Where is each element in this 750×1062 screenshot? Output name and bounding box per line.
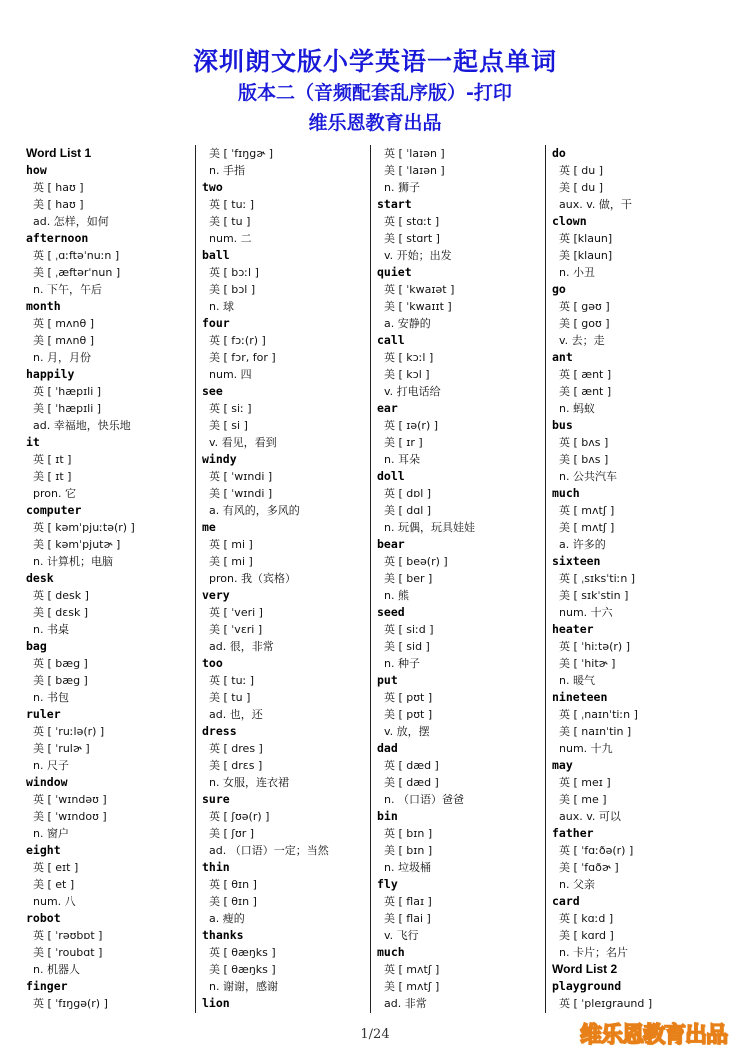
pronunciation: 美 [ dɛsk ]: [33, 606, 89, 619]
headword: bag: [26, 639, 47, 653]
pronunciation: 英 [ θæŋks ]: [209, 946, 276, 959]
headword: lion: [202, 996, 230, 1010]
definition: n. 父亲: [559, 878, 595, 891]
headword: thanks: [202, 928, 244, 942]
pronunciation: 美 [ ˈfɪŋgɚ ]: [209, 147, 274, 160]
definition: n. 耳朵: [384, 453, 420, 466]
headword: clown: [552, 214, 587, 228]
headword: bear: [377, 537, 405, 551]
definition: n. 女服，连衣裙: [209, 776, 289, 789]
pronunciation: 英 [ bæg ]: [33, 657, 88, 670]
definition: v. 开始；出发: [384, 249, 452, 262]
definition: n. 玩偶，玩具娃娃: [384, 521, 475, 534]
pronunciation: 英 [ pʊt ]: [384, 691, 433, 704]
pronunciation: 美 [ pʊt ]: [384, 708, 433, 721]
definition: num. 十六: [559, 606, 613, 619]
definition: n. 谢谢，感谢: [209, 980, 278, 993]
headword: father: [552, 826, 594, 840]
headword: bin: [377, 809, 398, 823]
definition: n. 计算机；电脑: [33, 555, 113, 568]
definition: v. 飞行: [384, 929, 419, 942]
definition: num. 十九: [559, 742, 613, 755]
pronunciation: 美 [klaun]: [559, 249, 613, 262]
headword: playground: [552, 979, 622, 993]
pronunciation: 美 [ dɑl ]: [384, 504, 432, 517]
pronunciation: 美 [ ˈroubɑt ]: [33, 946, 103, 959]
pronunciation: 英 [ mʌtʃ ]: [559, 504, 615, 517]
pronunciation: 英 [ ˈhæpɪli ]: [33, 385, 102, 398]
headword: card: [552, 894, 580, 908]
pronunciation: 英 [ bʌs ]: [559, 436, 609, 449]
headword: very: [202, 588, 230, 602]
pronunciation: 英 [ siː ]: [209, 402, 252, 415]
definition: n. 书包: [33, 691, 69, 704]
pronunciation: 英 [ kɔːl ]: [384, 351, 434, 364]
pronunciation: 美 [ haʊ ]: [33, 198, 84, 211]
pronunciation: 英 [ fɔː(r) ]: [209, 334, 266, 347]
pronunciation: 英 [ ˈruːlə(r) ]: [33, 725, 105, 738]
pronunciation: 英 [ ˈkwaɪət ]: [384, 283, 455, 296]
pronunciation: 美 [ ˈhæpɪli ]: [33, 402, 102, 415]
definition: num. 八: [33, 895, 76, 908]
definition: n. （口语）爸爸: [384, 793, 464, 806]
headword: start: [377, 197, 412, 211]
pronunciation: 美 [ ˈhitɚ ]: [559, 657, 616, 670]
pronunciation: 美 [ flai ]: [384, 912, 431, 925]
definition: aux. v. 做，干: [559, 198, 632, 211]
headword: dad: [377, 741, 398, 755]
pronunciation: 美 [ θɪn ]: [209, 895, 257, 908]
pronunciation: 英 [ bɔːl ]: [209, 266, 259, 279]
definition: n. 狮子: [384, 181, 420, 194]
pronunciation: 英 [klaun]: [559, 232, 613, 245]
word-column-4: [545, 145, 730, 1013]
definition: ad. 非常: [384, 997, 427, 1010]
pronunciation: 英 [ ˈfɑːðə(r) ]: [559, 844, 634, 857]
pronunciation: 美 [ bʌs ]: [559, 453, 609, 466]
word-column-1: [20, 145, 192, 1013]
headword: ball: [202, 248, 230, 262]
pronunciation: 英 [ ˈwɪndəʊ ]: [33, 793, 107, 806]
pronunciation: 美 [ fɔr, for ]: [209, 351, 276, 364]
pronunciation: 美 [ ˈrulɚ ]: [33, 742, 90, 755]
definition: n. 公共汽车: [559, 470, 617, 483]
pronunciation: 英 [ haʊ ]: [33, 181, 84, 194]
pronunciation: 英 [ flaɪ ]: [384, 895, 432, 908]
pronunciation: 英 [ meɪ ]: [559, 776, 611, 789]
headword: quiet: [377, 265, 412, 279]
definition: n. 垃圾桶: [384, 861, 431, 874]
headword: much: [552, 486, 580, 500]
headword: see: [202, 384, 223, 398]
pronunciation: 英 [ kɑːd ]: [559, 912, 614, 925]
headword: may: [552, 758, 573, 772]
pronunciation: 英 [ ˈfɪŋgə(r) ]: [33, 997, 108, 1010]
pronunciation: 英 [ mʌnθ ]: [33, 317, 94, 330]
pronunciation: 英 [ bɪn ]: [384, 827, 433, 840]
headword: afternoon: [26, 231, 89, 245]
pronunciation: 英 [ dɒl ]: [384, 487, 432, 500]
pronunciation: 美 [ ˌæftərˈnun ]: [33, 266, 121, 279]
pronunciation: 英 [ ˌsɪksˈtiːn ]: [559, 572, 636, 585]
pronunciation: 美 [ si ]: [209, 419, 248, 432]
headword: finger: [26, 979, 68, 993]
definition: v. 放，摆: [384, 725, 430, 738]
headword: fly: [377, 877, 398, 891]
definition: n. 窗户: [33, 827, 69, 840]
pronunciation: 美 [ mʌnθ ]: [33, 334, 94, 347]
pronunciation: 英 [ desk ]: [33, 589, 89, 602]
pronunciation: 美 [ stɑrt ]: [384, 232, 440, 245]
page-subtitle: 版本二（音频配套乱序版）-打印: [238, 82, 512, 104]
definition: a. 有风的，多风的: [209, 504, 300, 517]
definition: n. 尺子: [33, 759, 69, 772]
pronunciation: 英 [ ɪt ]: [33, 453, 72, 466]
definition: n. 种子: [384, 657, 420, 670]
pronunciation: 英 [ mi ]: [209, 538, 253, 551]
definition: a. 安静的: [384, 317, 431, 330]
pronunciation: 美 [ bɔl ]: [209, 283, 256, 296]
word-list-heading: Word List 2: [552, 962, 618, 976]
pronunciation: 美 [ me ]: [559, 793, 607, 806]
headword: window: [26, 775, 68, 789]
definition: aux. v. 可以: [559, 810, 621, 823]
pronunciation: 英 [ beə(r) ]: [384, 555, 448, 568]
pronunciation: 美 [ ber ]: [384, 572, 433, 585]
pronunciation: 美 [ ˈfɑðɚ ]: [559, 861, 619, 874]
pronunciation: 美 [ dæd ]: [384, 776, 439, 789]
definition: num. 二: [209, 232, 252, 245]
definition: num. 四: [209, 368, 252, 381]
headword: four: [202, 316, 230, 330]
headword: dress: [202, 724, 237, 738]
definition: v. 打电话给: [384, 385, 441, 398]
pronunciation: 美 [ mʌtʃ ]: [384, 980, 440, 993]
pronunciation: 英 [ ˌnaɪnˈtiːn ]: [559, 708, 638, 721]
pronunciation: 英 [ ænt ]: [559, 368, 612, 381]
pronunciation: 美 [ ʃʊr ]: [209, 827, 255, 840]
headword: it: [26, 435, 40, 449]
headword: two: [202, 180, 223, 194]
pronunciation: 英 [ tuː ]: [209, 198, 255, 211]
definition: n. 手指: [209, 164, 245, 177]
pronunciation: 美 [ ænt ]: [559, 385, 612, 398]
headword: sure: [202, 792, 230, 806]
definition: n. 暖气: [559, 674, 595, 687]
headword: windy: [202, 452, 237, 466]
definition: pron. 我（宾格）: [209, 572, 296, 585]
pronunciation: 英 [ ˈpleɪgraund ]: [559, 997, 653, 1010]
pronunciation: 英 [ dres ]: [209, 742, 263, 755]
pronunciation: 美 [ kɔl ]: [384, 368, 430, 381]
pronunciation: 英 [ stɑːt ]: [384, 215, 440, 228]
definition: ad. （口语）一定；当然: [209, 844, 329, 857]
pronunciation: 美 [ θæŋks ]: [209, 963, 276, 976]
pronunciation: 美 [ du ]: [559, 181, 604, 194]
pronunciation: 英 [ tuː ]: [209, 674, 255, 687]
pronunciation: 英 [ ˈlaɪən ]: [384, 147, 445, 160]
pronunciation: 美 [ drɛs ]: [209, 759, 263, 772]
pronunciation: 英 [ gəʊ ]: [559, 300, 610, 313]
headword: put: [377, 673, 398, 687]
pronunciation: 美 [ kɑrd ]: [559, 929, 614, 942]
pronunciation: 美 [ goʊ ]: [559, 317, 610, 330]
definition: n. 小丑: [559, 266, 595, 279]
definition: n. 书桌: [33, 623, 69, 636]
pronunciation: 英 [ ˈrəʊbɒt ]: [33, 929, 103, 942]
pronunciation: 美 [ ɪt ]: [33, 470, 72, 483]
headword: heater: [552, 622, 594, 636]
pronunciation: 美 [ sid ]: [384, 640, 430, 653]
headword: seed: [377, 605, 405, 619]
pronunciation: 美 [ bɪn ]: [384, 844, 433, 857]
pronunciation: 美 [ tu ]: [209, 215, 251, 228]
definition: ad. 幸福地，快乐地: [33, 419, 131, 432]
headword: computer: [26, 503, 82, 517]
headword: bus: [552, 418, 573, 432]
definition: a. 许多的: [559, 538, 606, 551]
pronunciation: 美 [ naɪnˈtin ]: [559, 725, 632, 738]
pronunciation: 英 [ ˌɑːftəˈnuːn ]: [33, 249, 120, 262]
definition: n. 球: [209, 300, 234, 313]
headword: ant: [552, 350, 573, 364]
watermark: 维乐恩教育出品: [580, 1023, 728, 1048]
pronunciation: 英 [ ɪə(r) ]: [384, 419, 439, 432]
definition: v. 看见，看到: [209, 436, 277, 449]
pronunciation: 美 [ ˈwɪndi ]: [209, 487, 273, 500]
headword: sixteen: [552, 554, 601, 568]
headword: call: [377, 333, 405, 347]
pronunciation: 英 [ mʌtʃ ]: [384, 963, 440, 976]
definition: pron. 它: [33, 487, 76, 500]
pronunciation: 美 [ mi ]: [209, 555, 253, 568]
definition: v. 去；走: [559, 334, 605, 347]
pronunciation: 英 [ ˈveri ]: [209, 606, 263, 619]
headword: do: [552, 146, 566, 160]
page-number: 1/24: [360, 1027, 390, 1042]
pronunciation: 英 [ kəmˈpjuːtə(r) ]: [33, 521, 135, 534]
headword: too: [202, 656, 223, 670]
definition: n. 下午，午后: [33, 283, 102, 296]
headword: nineteen: [552, 690, 608, 704]
word-column-3: [370, 145, 545, 1013]
definition: n. 卡片；名片: [559, 946, 628, 959]
pronunciation: 美 [ bæg ]: [33, 674, 88, 687]
pronunciation: 美 [ ˈwɪndoʊ ]: [33, 810, 107, 823]
definition: a. 瘦的: [209, 912, 245, 925]
definition: ad. 怎样，如何: [33, 215, 109, 228]
definition: ad. 很，非常: [209, 640, 274, 653]
word-list-heading: Word List 1: [26, 146, 92, 160]
pronunciation: 英 [ siːd ]: [384, 623, 434, 636]
headword: how: [26, 163, 47, 177]
pronunciation: 美 [ ɪr ]: [384, 436, 423, 449]
pronunciation: 英 [ dæd ]: [384, 759, 439, 772]
headword: robot: [26, 911, 61, 925]
word-column-2: [195, 145, 370, 1013]
pronunciation: 英 [ eɪt ]: [33, 861, 79, 874]
headword: thin: [202, 860, 230, 874]
definition: n. 蚂蚁: [559, 402, 595, 415]
pronunciation: 英 [ ʃʊə(r) ]: [209, 810, 270, 823]
pronunciation: 美 [ sɪkˈstin ]: [559, 589, 629, 602]
headword: ruler: [26, 707, 61, 721]
pronunciation: 美 [ ˈvɛri ]: [209, 623, 263, 636]
pronunciation: 美 [ et ]: [33, 878, 75, 891]
headword: me: [202, 520, 216, 534]
headword: much: [377, 945, 405, 959]
headword: month: [26, 299, 61, 313]
pronunciation: 美 [ ˈkwaɪɪt ]: [384, 300, 452, 313]
pronunciation: 美 [ ˈlaɪən ]: [384, 164, 445, 177]
headword: happily: [26, 367, 75, 381]
pronunciation: 英 [ ˈhiːtə(r) ]: [559, 640, 631, 653]
headword: eight: [26, 843, 61, 857]
definition: n. 月，月份: [33, 351, 91, 364]
definition: ad. 也，还: [209, 708, 263, 721]
pronunciation: 美 [ tu ]: [209, 691, 251, 704]
pronunciation: 美 [ mʌtʃ ]: [559, 521, 615, 534]
page-title: 深圳朗文版小学英语一起点单词: [192, 47, 557, 76]
headword: doll: [377, 469, 405, 483]
headword: desk: [26, 571, 54, 585]
definition: n. 机器人: [33, 963, 80, 976]
definition: n. 熊: [384, 589, 409, 602]
pronunciation: 英 [ θɪn ]: [209, 878, 257, 891]
publisher-line: 维乐恩教育出品: [308, 112, 442, 134]
pronunciation: 英 [ du ]: [559, 164, 604, 177]
headword: go: [552, 282, 566, 296]
pronunciation: 英 [ ˈwɪndi ]: [209, 470, 273, 483]
headword: ear: [377, 401, 398, 415]
pronunciation: 美 [ kəmˈpjutɚ ]: [33, 538, 121, 551]
